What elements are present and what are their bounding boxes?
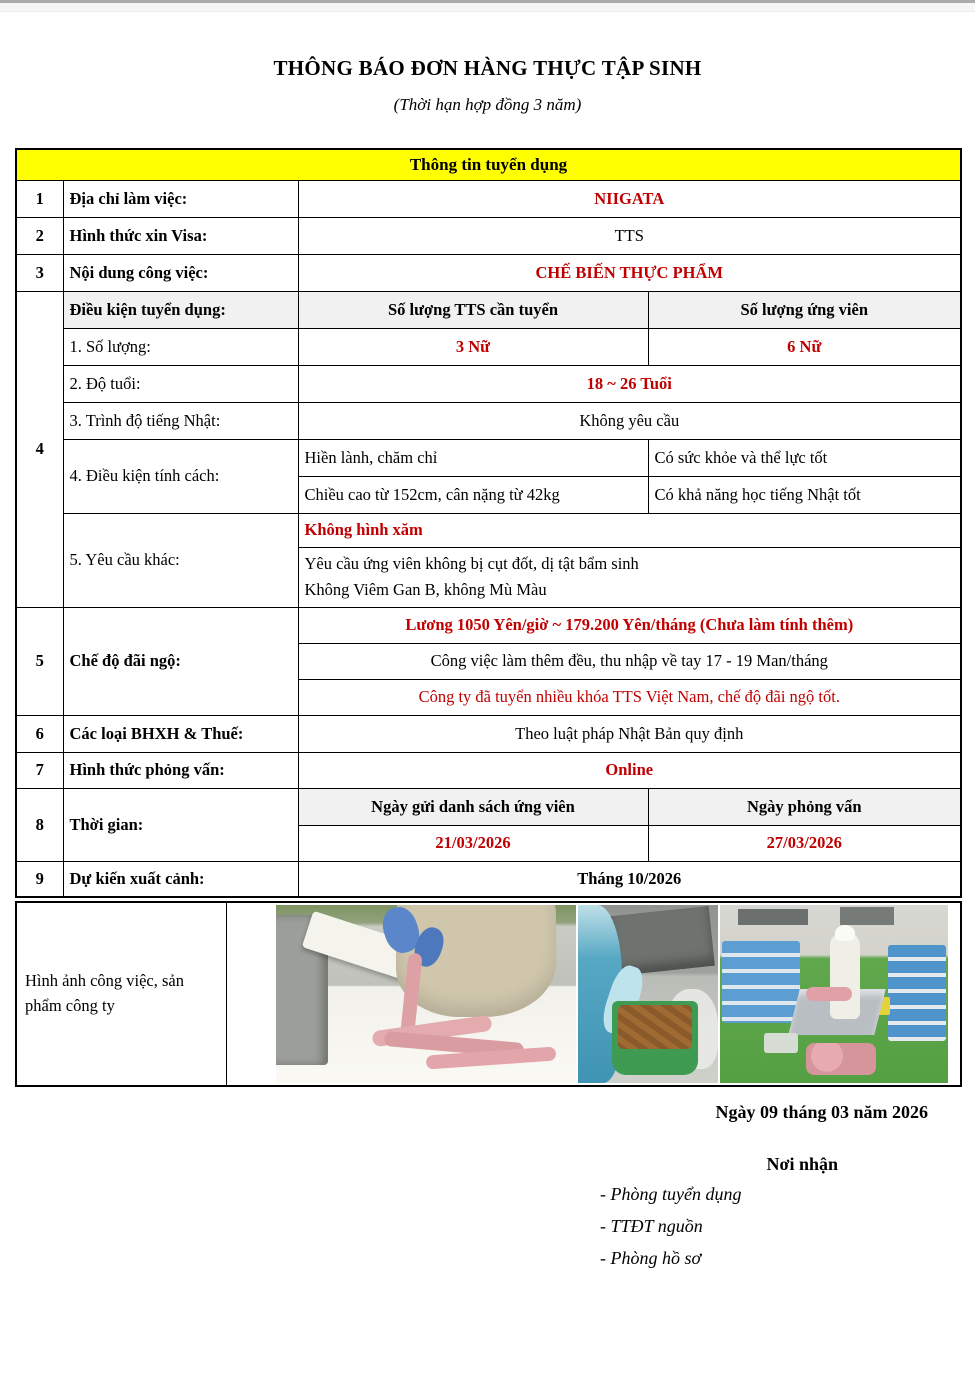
row6-label: Các loại BHXH & Thuế: bbox=[63, 715, 298, 752]
row7-value: Online bbox=[298, 752, 961, 788]
row1-label: Địa chỉ làm việc: bbox=[63, 180, 298, 217]
recipient-item: - Phòng hồ sơ bbox=[600, 1248, 702, 1268]
table-row bbox=[16, 607, 961, 643]
row5-company-note: Công ty đã tuyển nhiều khóa TTS Việt Nam, chế độ đãi ngộ tốt. bbox=[298, 679, 961, 715]
row4-other-line2: Yêu cầu ứng viên không bị cụt đốt, dị tật bẩm sinh bbox=[304, 553, 639, 573]
row1-value: NIIGATA bbox=[298, 180, 961, 217]
row8-interview-date: 27/03/2026 bbox=[648, 825, 961, 861]
row4-personality-1a: Hiền lành, chăm chỉ bbox=[298, 439, 648, 476]
recipient-item: - Phòng tuyển dụng bbox=[600, 1184, 742, 1204]
table-row bbox=[16, 902, 961, 1086]
photo-shape bbox=[806, 987, 852, 1001]
row4-col1-header: Số lượng TTS cần tuyển bbox=[298, 291, 648, 328]
row4-personality-1b: Có sức khỏe và thể lực tốt bbox=[648, 439, 961, 476]
photo-worker-with-sausage-basket bbox=[578, 905, 718, 1083]
table-row bbox=[16, 513, 961, 547]
recipient-item: - TTĐT nguồn bbox=[600, 1216, 703, 1236]
table-row bbox=[16, 402, 961, 439]
row4-quantity-candidates: 6 Nữ bbox=[648, 328, 961, 365]
row4-col2-header: Số lượng ứng viên bbox=[648, 291, 961, 328]
row2-value: TTS bbox=[298, 217, 961, 254]
row4-other-line3: Không Viêm Gan B, không Mù Màu bbox=[304, 580, 547, 599]
table-row bbox=[16, 365, 961, 402]
table-row bbox=[16, 254, 961, 291]
row4-personality-2b: Có khả năng học tiếng Nhật tốt bbox=[648, 476, 961, 513]
photo-strip bbox=[276, 905, 961, 1083]
recipients-title: Nơi nhận bbox=[766, 1154, 838, 1174]
document-subtitle: (Thời hạn hợp đồng 3 năm) bbox=[393, 95, 582, 114]
table-row bbox=[16, 439, 961, 476]
row9-value: Tháng 10/2026 bbox=[298, 861, 961, 897]
photo-factory-floor-with-workers bbox=[720, 905, 948, 1083]
row4-other-requirements bbox=[298, 547, 961, 607]
photo-shape bbox=[840, 907, 894, 925]
row8-col1-header: Ngày gửi danh sách ứng viên bbox=[298, 788, 648, 825]
table-header-row bbox=[16, 149, 961, 180]
row3-label: Nội dung công việc: bbox=[63, 254, 298, 291]
row4-personality-2a: Chiều cao từ 152cm, cân nặng từ 42kg bbox=[298, 476, 648, 513]
row8-number: 8 bbox=[16, 788, 63, 861]
row8-label: Thời gian: bbox=[63, 788, 298, 861]
photo-shape bbox=[738, 909, 808, 925]
row8-col2-header: Ngày phỏng vấn bbox=[648, 788, 961, 825]
row4-japanese-value: Không yêu cầu bbox=[298, 402, 961, 439]
recruitment-info-table bbox=[15, 148, 962, 898]
row8-list-date: 21/03/2026 bbox=[298, 825, 648, 861]
photo-shape bbox=[830, 933, 860, 1019]
photo-shape bbox=[618, 1005, 692, 1049]
row5-salary: Lương 1050 Yên/giờ ~ 179.200 Yên/tháng (Chưa làm tính thêm) bbox=[298, 607, 961, 643]
photos-cell bbox=[226, 902, 961, 1086]
table-row bbox=[16, 217, 961, 254]
row3-value: CHẾ BIẾN THỰC PHẨM bbox=[298, 254, 961, 291]
issue-date: Ngày 09 tháng 03 năm 2026 bbox=[715, 1102, 928, 1122]
row6-value: Theo luật pháp Nhật Bản quy định bbox=[298, 715, 961, 752]
table-row bbox=[16, 752, 961, 788]
row4-age-value: 18 ~ 26 Tuổi bbox=[298, 365, 961, 402]
row4-number: 4 bbox=[16, 291, 63, 607]
table-row bbox=[16, 328, 961, 365]
row7-number: 7 bbox=[16, 752, 63, 788]
row4-other-label: 5. Yêu cầu khác: bbox=[63, 513, 298, 607]
page-top-margin bbox=[0, 3, 975, 12]
photo-shape bbox=[764, 1033, 798, 1053]
table-row bbox=[16, 788, 961, 825]
row6-number: 6 bbox=[16, 715, 63, 752]
row5-overtime: Công việc làm thêm đều, thu nhập về tay 17 - 19 Man/tháng bbox=[298, 643, 961, 679]
row9-label: Dự kiến xuất cảnh: bbox=[63, 861, 298, 897]
photo-shape bbox=[806, 1043, 876, 1075]
row4-japanese-label: 3. Trình độ tiếng Nhật: bbox=[63, 402, 298, 439]
photo-shape bbox=[722, 941, 800, 1023]
photo-shape bbox=[835, 925, 855, 941]
row5-number: 5 bbox=[16, 607, 63, 715]
row7-label: Hình thức phỏng vấn: bbox=[63, 752, 298, 788]
row4-other-no-tattoo: Không hình xăm bbox=[298, 513, 961, 547]
row9-number: 9 bbox=[16, 861, 63, 897]
row2-number: 2 bbox=[16, 217, 63, 254]
table-row bbox=[16, 291, 961, 328]
row1-number: 1 bbox=[16, 180, 63, 217]
row4-personality-label: 4. Điều kiện tính cách: bbox=[63, 439, 298, 513]
row2-label: Hình thức xin Visa: bbox=[63, 217, 298, 254]
table-row bbox=[16, 180, 961, 217]
row4-quantity-needed: 3 Nữ bbox=[298, 328, 648, 365]
table-row bbox=[16, 861, 961, 897]
company-photos-table bbox=[15, 901, 962, 1087]
table-row bbox=[16, 715, 961, 752]
row5-label: Chế độ đãi ngộ: bbox=[63, 607, 298, 715]
document-title: THÔNG BÁO ĐƠN HÀNG THỰC TẬP SINH bbox=[273, 56, 702, 80]
row4-age-label: 2. Độ tuổi: bbox=[63, 365, 298, 402]
photo-sausage-processing-closeup bbox=[276, 905, 576, 1083]
photos-label: Hình ảnh công việc, sản phẩm công ty bbox=[16, 902, 226, 1086]
photo-shape bbox=[888, 945, 946, 1041]
row4-conditions-label: Điều kiện tuyển dụng: bbox=[63, 291, 298, 328]
row4-quantity-label: 1. Số lượng: bbox=[63, 328, 298, 365]
table-title: Thông tin tuyển dụng bbox=[16, 149, 961, 180]
row3-number: 3 bbox=[16, 254, 63, 291]
recipients-list bbox=[600, 1184, 975, 1269]
